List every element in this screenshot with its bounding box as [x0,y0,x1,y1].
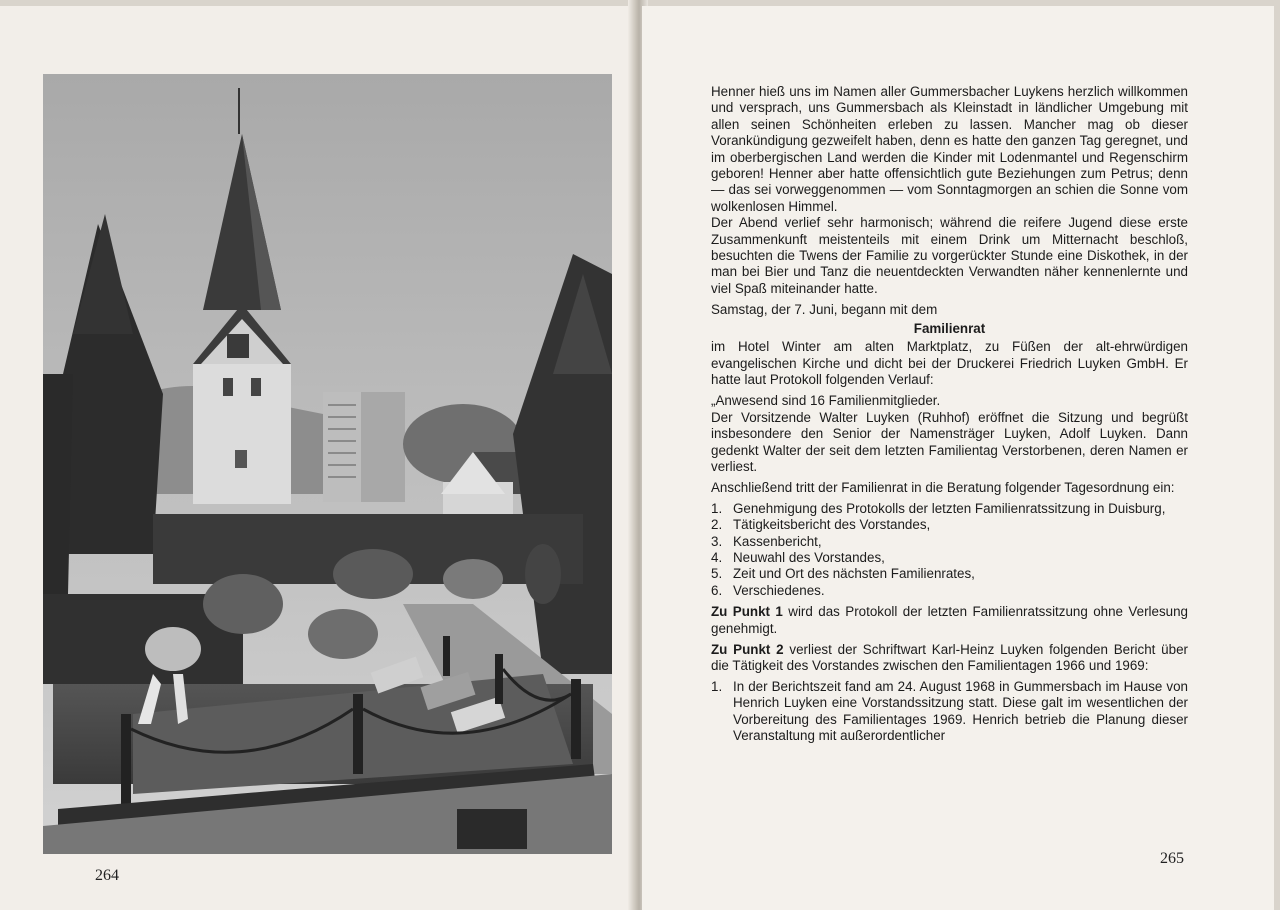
page-number-left: 264 [95,867,119,884]
list-item: 3. Kassenbericht, [711,533,822,549]
left-page [0,6,634,910]
report-list [711,679,1188,745]
list-item: 5. Zeit und Ort des nächsten Familienrates, [711,566,975,582]
right-page-text [711,84,1188,748]
agenda-list [711,501,1188,599]
list-item: 4. Neuwahl des Vorstandes, [711,549,885,565]
list-item: 1. Genehmigung des Protokolls der letzten Familienratssitzung in Duisburg, [711,500,1166,516]
paragraph: Zu Punkt 2 verliest der Schriftwart Karl-Heinz Luyken folgenden Bericht über die Tätigkeit des Vorstandes zwischen den Familientagen 1966 und 1969: [711,642,1188,674]
page-number-right: 265 [1160,850,1184,867]
list-item: 1. In der Berichtszeit fand am 24. August 1968 in Gummersbach im Hause von Henrich Luyken eine Vorstandssitzung statt. Diese galt im wesentlichen der Vorbereitung des Familientages 1969. Henrich betrieb die Planung dieser Veranstaltung mit außerordentlicher [711,678,1188,744]
section-heading: Familienrat [913,320,986,336]
list-item: 2. Tätigkeitsbericht des Vorstandes, [711,517,931,533]
paragraph: Zu Punkt 1 wird das Protokoll der letzten Familienratssitzung ohne Verlesung genehmigt. [711,604,1188,636]
paragraph: im Hotel Winter am alten Marktplatz, zu Füßen der alt-ehrwürdigen evangelischen Kirche und dicht bei der Druckerei Friedrich Luyken GmbH. Er hatte laut Protokoll folgenden Verlauf: [711,339,1188,387]
punkt-1-label: Zu Punkt 1 [711,604,783,620]
paragraph: „Anwesend sind 16 Familienmitglieder. [711,393,941,409]
list-item: 6. Verschiedenes. [711,582,825,598]
paragraph: Anschließend tritt der Familienrat in die Beratung folgender Tagesordnung ein: [711,480,1175,496]
punkt-2-label: Zu Punkt 2 [711,642,784,657]
paragraph: Henner hieß uns im Namen aller Gummersbacher Luykens herzlich willkommen und versprach, uns Gummersbach als Kleinstadt in ländlicher Umgebung mit allen seinen Schönheiten erleben zu lassen. Mancher mag ob dieser Vorankündigung gezweifelt haben, denn es hatte den ganzen Tag geregnet, und im oberbergischen Land werden die Kinder mit Lodenmantel und Regenschirm geboren! Henner aber hatte offensichtlich gute Beziehungen zum Petrus; denn — das sei vorweggenommen — vom Sonntagmorgen an schien die Sonne vom wolkenlosen Himmel. [711,84,1188,214]
paragraph: Der Vorsitzende Walter Luyken (Ruhhof) eröffnet die Sitzung und begrüßt insbesondere den Senior der Namensträger Luyken, Adolf Luyken. Dann gedenkt Walter der seit dem letzten Familientag Verstorbenen, deren Namen er verliest. [711,409,1188,474]
paragraph: Der Abend verlief sehr harmonisch; während die reifere Jugend diese erste Zusammenkunft meistenteils mit einem Drink um Mitternacht beschloß, besuchten die Twens der Familie zu vorgerückter Stunde eine Diskothek, in der man bei Bier und Tanz die neuentdeckten Verwandten näher kennenlernte und viel Spaß miteinander hatte. [711,215,1188,296]
paragraph: Samstag, der 7. Juni, begann mit dem [711,302,938,318]
church-cemetery-photo [43,74,612,854]
